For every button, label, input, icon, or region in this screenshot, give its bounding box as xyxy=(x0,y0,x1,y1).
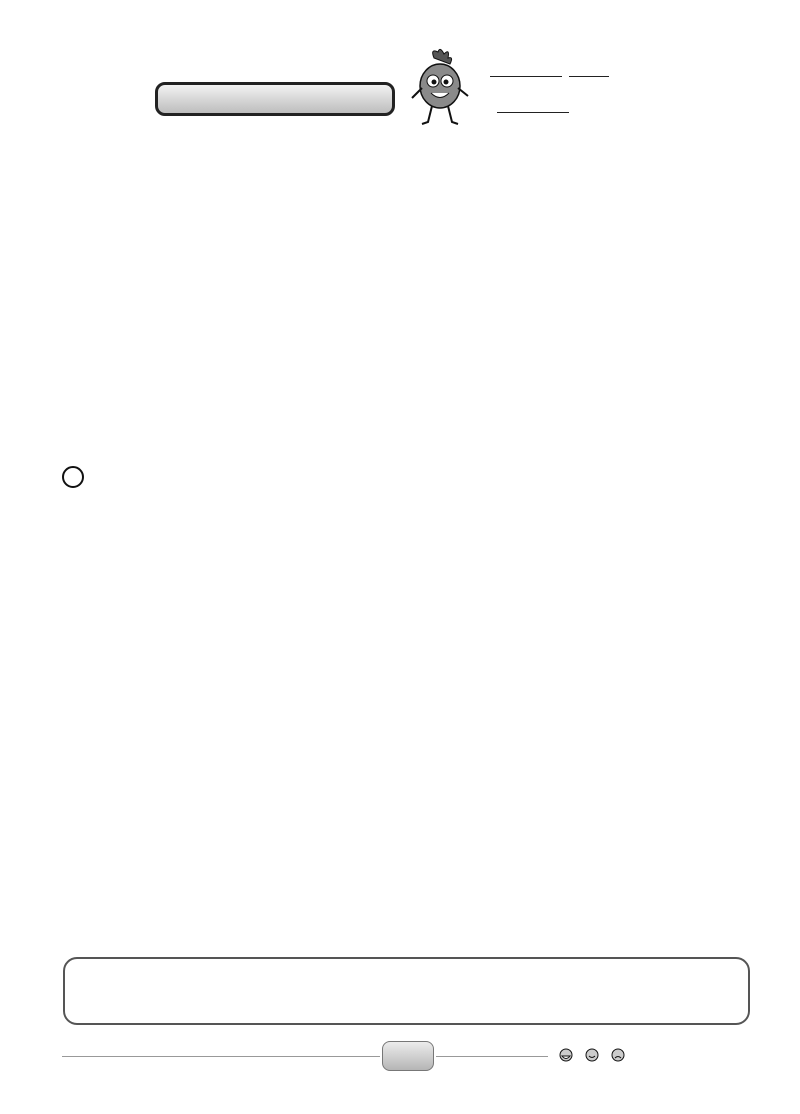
sad-face-icon xyxy=(611,1048,625,1062)
section2-title xyxy=(62,466,84,489)
circle-symbol-icon xyxy=(62,466,84,488)
smile-face-icon xyxy=(585,1048,599,1062)
footer-divider-left xyxy=(62,1056,380,1057)
time-fields xyxy=(490,100,569,113)
tip-box xyxy=(63,957,750,1025)
radish-mascot-icon xyxy=(410,48,470,128)
brand-banner xyxy=(155,82,395,116)
page-number xyxy=(382,1041,434,1071)
minutes-blank[interactable] xyxy=(497,101,533,113)
footer-divider-right xyxy=(436,1056,548,1057)
grin-face-icon xyxy=(559,1048,573,1062)
seconds-blank[interactable] xyxy=(533,101,569,113)
date-fields xyxy=(490,64,609,77)
weekday-blank[interactable] xyxy=(569,65,609,77)
month-blank[interactable] xyxy=(490,65,530,77)
day-blank[interactable] xyxy=(530,65,562,77)
evaluation-bar xyxy=(553,1048,631,1062)
